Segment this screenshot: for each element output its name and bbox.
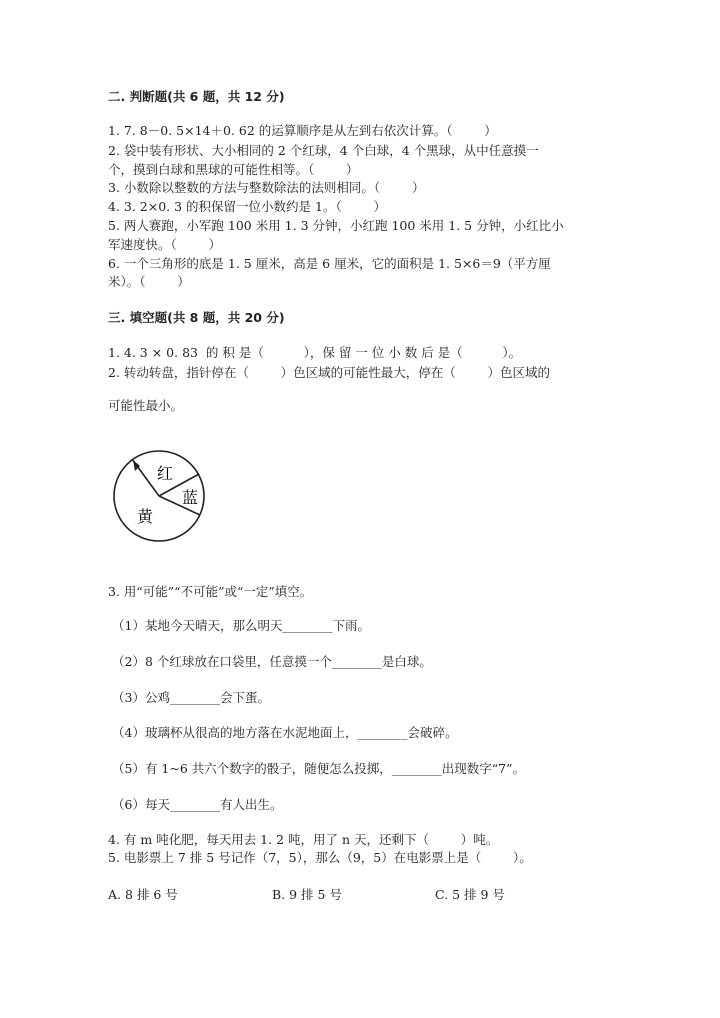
option-b: B. 9 排 5 号 (272, 887, 342, 902)
spinner-diagram (108, 444, 212, 548)
judge-line-6: 5. 两人赛跑，小军跑 100 米用 1. 3 分钟，小红跑 100 米用 1. 5 分钟，小红比小 (108, 218, 564, 233)
spinner-label-yellow: 黄 (136, 507, 154, 526)
fill-q3-item-6: （6）每天________有人出生。 (112, 797, 283, 812)
fill-q3: 3. 用“可能”“不可能”或“一定”填空。 (108, 584, 313, 599)
spinner-label-red: 红 (156, 464, 174, 483)
judge-line-1: 1. 7. 8－0. 5×14＋0. 62 的运算顺序是从左到右依次计算。（ ） (108, 123, 497, 138)
judge-line-4: 3. 小数除以整数的方法与整数除法的法则相同。（ ） (108, 180, 425, 195)
fill-q2-line1: 2. 转动转盘，指针停在（ ）色区域的可能性最大，停在（ ）色区域的 (108, 365, 550, 380)
option-c: C. 5 排 9 号 (435, 887, 505, 902)
fill-q4: 4. 有 m 吨化肥，每天用去 1. 2 吨，用了 n 天，还剩下（ ）吨。 (108, 832, 499, 847)
spinner-label-blue: 蓝 (181, 488, 199, 507)
judge-line-8: 6. 一个三角形的底是 1. 5 厘米，高是 6 厘米，它的面积是 1. 5×6＝9（平方厘 (108, 256, 551, 271)
option-a: A. 8 排 6 号 (108, 887, 178, 902)
fill-q3-item-3: （3）公鸡________会下蛋。 (112, 690, 270, 705)
judge-line-9: 米）。（ ） (108, 274, 190, 289)
judge-line-5: 4. 3. 2×0. 3 的积保留一位小数约是 1。（ ） (108, 199, 387, 214)
fill-q5: 5. 电影票上 7 排 5 号记作（7，5），那么（9，5）在电影票上是（ ）。 (108, 850, 532, 865)
judge-line-7: 军速度快。（ ） (108, 237, 222, 252)
fill-q3-item-2: （2）8 个红球放在口袋里，任意摸一个________是白球。 (112, 654, 432, 669)
fill-q1: 1. 4. 3 × 0. 83 的 积 是（ ），保 留 一 位 小 数 后 是（ ）。 (108, 345, 522, 360)
judge-line-2: 2. 袋中装有形状、大小相同的 2 个红球，4 个白球，4 个黑球，从中任意摸一 (108, 143, 539, 158)
section-2-heading: 二. 判断题(共 6 题，共 12 分) (108, 89, 285, 104)
fill-q2-line2: 可能性最小。 (108, 398, 184, 413)
judge-line-3: 个，摸到白球和黑球的可能性相等。（ ） (108, 162, 359, 177)
fill-q3-item-5: （5）有 1~6 共六个数字的骰子，随便怎么投掷，________出现数字“7”。 (112, 761, 526, 776)
section-3-heading: 三. 填空题(共 8 题，共 20 分) (108, 310, 285, 325)
fill-q3-item-4: （4）玻璃杯从很高的地方落在水泥地面上，________会破碎。 (112, 725, 458, 740)
fill-q3-item-1: （1）某地今天晴天，那么明天________下雨。 (112, 618, 370, 633)
